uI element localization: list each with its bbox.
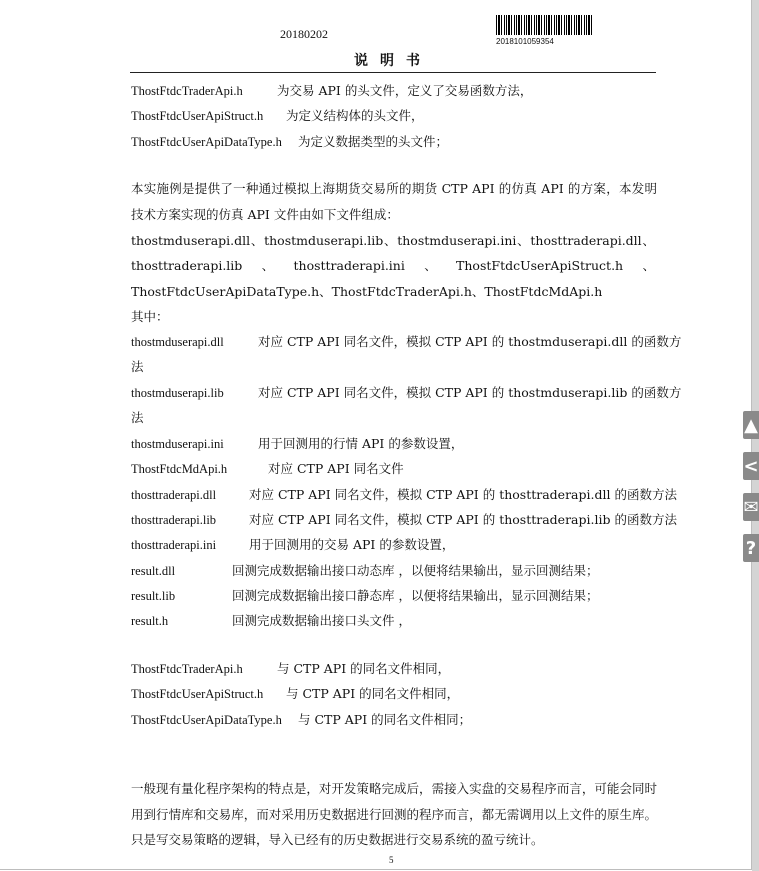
file-desc-line: [131, 435, 464, 453]
among-label: 其中：: [131, 309, 169, 324]
separator: 、: [424, 258, 437, 273]
intro-paragraph: 本实施例是提供了一种通过模拟上海期货交易所的期货 CTP API 的仿真 API 的方案，本发明技术方案实现的仿真 API 文件由如下文件组成：: [131, 181, 657, 222]
help-icon[interactable]: ?: [743, 534, 759, 562]
separator: 、: [642, 233, 655, 248]
file-def-line: [131, 660, 451, 678]
file-name: thostmduserapi.ini: [131, 437, 224, 451]
file-desc-continuation: 法: [131, 359, 144, 374]
file-desc: 用于回测用的交易 API 的参数设置，: [249, 537, 455, 552]
file-desc: 对应 CTP API 同名文件，模拟 CTP API 的 thosttraderapi.dll 的函数方法: [249, 487, 677, 502]
file-name: ThostFtdcMdApi.h: [131, 462, 228, 476]
file-name: ThostFtdcTraderApi.h: [131, 662, 243, 676]
file-desc: 为交易 API 的头文件，定义了交易函数方法，: [277, 83, 533, 98]
barcode-number: 2018101059354: [496, 37, 554, 46]
file-desc: 用于回测用的行情 API 的参数设置，: [258, 436, 464, 451]
file-desc: 回测完成数据输出接口动态库 ，以便将结果输出，显示回测结果；: [232, 563, 599, 578]
application-date: 20180202: [280, 27, 328, 41]
separator: 、: [642, 258, 655, 273]
file-def-line: [131, 82, 533, 100]
file-list-item: thosttraderapi.lib: [131, 258, 243, 273]
file-def-line: [131, 107, 424, 125]
file-desc-line: [131, 333, 682, 351]
file-desc: 回测完成数据输出接口头文件 ，: [232, 613, 411, 628]
file-desc: 与 CTP API 的同名文件相同；: [298, 712, 472, 727]
file-desc: 为定义结构体的头文件，: [286, 108, 424, 123]
file-name: ThostFtdcUserApiDataType.h: [131, 713, 282, 727]
file-name: ThostFtdcUserApiDataType.h: [131, 135, 282, 149]
file-desc: 与 CTP API 的同名文件相同，: [286, 686, 460, 701]
file-def-line: [131, 711, 472, 729]
file-list-row: [131, 232, 655, 250]
file-def-line: [131, 685, 460, 703]
file-name: thosttraderapi.dll: [131, 488, 217, 502]
file-desc-line: [131, 536, 455, 554]
file-name: thostmduserapi.dll: [131, 335, 224, 349]
file-desc: 对应 CTP API 同名文件: [268, 461, 404, 476]
file-desc-line: [131, 562, 599, 580]
file-desc-continuation: 法: [131, 410, 144, 425]
file-name: result.lib: [131, 589, 176, 603]
file-desc: 与 CTP API 的同名文件相同，: [277, 661, 451, 676]
file-name: result.dll: [131, 564, 176, 578]
file-desc-line: [131, 384, 682, 402]
file-desc-line: [131, 460, 404, 478]
file-desc: 对应 CTP API 同名文件，模拟 CTP API 的 thostmduserapi.lib 的函数方: [258, 385, 682, 400]
file-list-item: thosttraderapi.ini: [293, 258, 405, 273]
file-list-item: thostmduserapi.lib: [264, 233, 384, 248]
file-def-line: [131, 133, 449, 151]
file-list-item: thostmduserapi.ini: [397, 233, 517, 248]
file-name: thosttraderapi.ini: [131, 538, 217, 552]
file-name: ThostFtdcUserApiStruct.h: [131, 687, 264, 701]
separator: 、: [250, 233, 264, 248]
file-list-item: ThostFtdcUserApiStruct.h: [456, 258, 624, 273]
file-name: ThostFtdcUserApiStruct.h: [131, 109, 264, 123]
page-number: 5: [389, 855, 394, 865]
header-rule: [130, 72, 656, 73]
file-name: thostmduserapi.lib: [131, 386, 224, 400]
file-desc-line: [131, 612, 411, 630]
file-name: result.h: [131, 614, 169, 628]
file-desc: 为定义数据类型的头文件；: [298, 134, 449, 149]
file-name: thosttraderapi.lib: [131, 513, 217, 527]
separator: 、: [261, 258, 275, 273]
share-icon[interactable]: <: [743, 452, 759, 480]
file-desc-line: [131, 511, 677, 529]
page-title: 说明书: [354, 53, 432, 69]
file-list-row: ThostFtdcUserApiDataType.h、ThostFtdcTraderApi.h、ThostFtdcMdApi.h: [131, 284, 603, 299]
closing-paragraph: 一般现有量化程序架构的特点是，对开发策略完成后，需接入实盘的交易程序而言，可能会同时用到行情库和交易库，而对采用历史数据进行回测的程序而言，都无需调用以上文件的原生库。只是写交易策略的逻辑，导入已经有的历史数据进行交易系统的盈亏统计。: [131, 781, 657, 847]
file-desc-line: [131, 587, 599, 605]
file-list-row: [131, 257, 655, 275]
file-list-item: thosttraderapi.dll: [530, 233, 642, 248]
file-name: ThostFtdcTraderApi.h: [131, 84, 243, 98]
file-list-item: thostmduserapi.dll: [131, 233, 251, 248]
file-desc: 对应 CTP API 同名文件，模拟 CTP API 的 thosttraderapi.lib 的函数方法: [249, 512, 677, 527]
separator: 、: [517, 233, 530, 248]
back-to-top-icon[interactable]: ▲: [743, 411, 759, 439]
file-desc: 对应 CTP API 同名文件，模拟 CTP API 的 thostmduserapi.dll 的函数方: [258, 334, 682, 349]
barcode-image: [496, 15, 593, 35]
file-desc: 回测完成数据输出接口静态库 ，以便将结果输出，显示回测结果；: [232, 588, 599, 603]
feedback-icon[interactable]: ✉: [743, 493, 759, 521]
separator: 、: [383, 233, 397, 248]
file-desc-line: [131, 486, 677, 504]
